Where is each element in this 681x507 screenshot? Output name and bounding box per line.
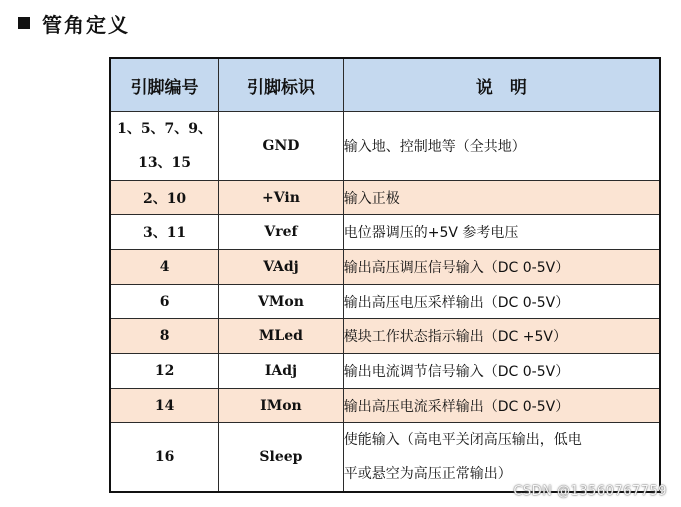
- pin-label-cell: IMon: [219, 389, 344, 423]
- table-row: [110, 112, 660, 181]
- pin-label-cell: Sleep: [219, 423, 344, 493]
- description-line: 使能输入（高电平关闭高压输出，低电: [343, 432, 582, 448]
- pin-number-cell: 4: [110, 250, 219, 285]
- pin-number-cell: 16: [110, 423, 219, 493]
- pin-label-cell: +Vin: [219, 181, 344, 215]
- pin-definition-table: [109, 57, 661, 493]
- table-row: [110, 250, 660, 285]
- pin-label-cell: GND: [219, 112, 344, 181]
- table-row: [110, 354, 660, 389]
- pin-number-cell: 6: [110, 285, 219, 319]
- pin-label-cell: MLed: [219, 319, 344, 354]
- pin-number-cell: 8: [110, 319, 219, 354]
- table-row: [110, 285, 660, 319]
- description-cell: 输出高压电流采样输出（DC 0-5V）: [343, 389, 660, 423]
- pin-number-line: 13、15: [138, 155, 192, 171]
- table-row: [110, 389, 660, 423]
- pin-number-cell: 14: [110, 389, 219, 423]
- section-heading: [18, 8, 130, 38]
- pin-label-cell: Vref: [219, 215, 344, 250]
- description-cell: 输出高压电压采样输出（DC 0-5V）: [343, 285, 660, 319]
- description-cell: 模块工作状态指示输出（DC +5V）: [343, 319, 660, 354]
- description-line: 平或悬空为高压正常输出）: [343, 466, 512, 482]
- section-title: 管角定义: [42, 12, 130, 37]
- table-row: [110, 423, 660, 493]
- watermark: CSDN @13560767759: [513, 484, 667, 499]
- description-cell: 输出电流调节信号输入（DC 0-5V）: [343, 354, 660, 389]
- pin-number-cell: [110, 112, 219, 181]
- table-row: [110, 319, 660, 354]
- pin-label-cell: VAdj: [219, 250, 344, 285]
- pin-number-cell: 3、11: [110, 215, 219, 250]
- square-bullet-icon: [18, 17, 30, 29]
- column-header-pin-number: 引脚编号: [110, 58, 219, 112]
- pin-label-cell: VMon: [219, 285, 344, 319]
- pin-label-cell: IAdj: [219, 354, 344, 389]
- table-row: [110, 181, 660, 215]
- column-header-description: 说 明: [343, 58, 660, 112]
- pin-number-cell: 2、10: [110, 181, 219, 215]
- column-header-pin-label: 引脚标识: [219, 58, 344, 112]
- description-cell: 电位器调压的+5V 参考电压: [343, 215, 660, 250]
- description-cell: [343, 423, 660, 493]
- description-cell: 输出高压调压信号输入（DC 0-5V）: [343, 250, 660, 285]
- description-cell: 输入地、控制地等（全共地）: [343, 112, 660, 181]
- table-header-row: [110, 58, 660, 112]
- description-cell: 输入正极: [343, 181, 660, 215]
- pin-number-line: 1、5、7、9、: [117, 121, 213, 137]
- pin-number-cell: 12: [110, 354, 219, 389]
- table-row: [110, 215, 660, 250]
